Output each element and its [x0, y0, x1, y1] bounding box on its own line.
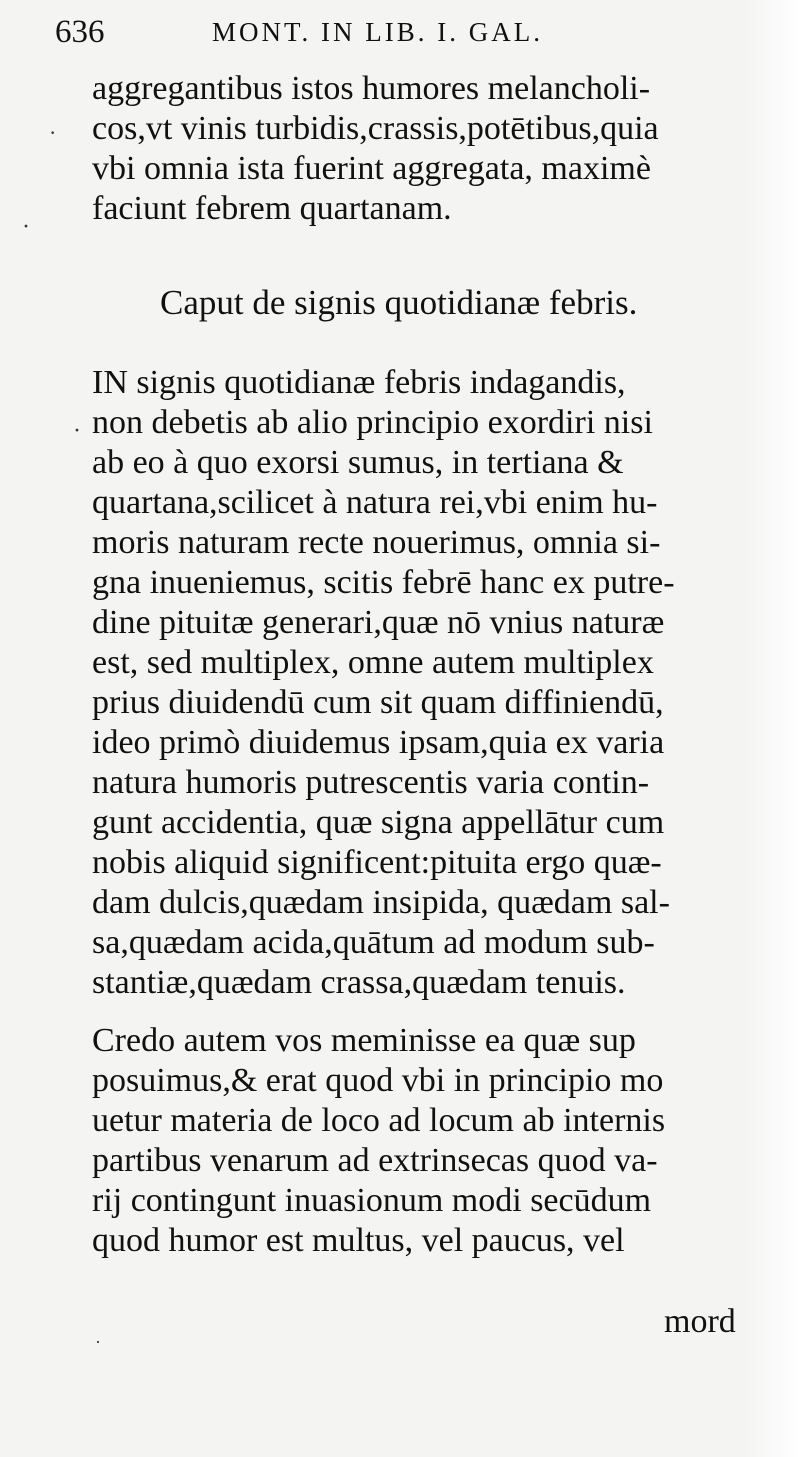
text-line: moris naturam recte nouerimus, omnia si-	[92, 526, 661, 560]
ink-speck: ·	[73, 418, 81, 444]
text-line: aggregantibus istos humores melancholi-	[92, 72, 651, 106]
text-line: nobis aliquid significent:pituita ergo quæ-	[92, 846, 662, 880]
text-line: posuimus,& erat quod vbi in principio mo	[92, 1064, 664, 1098]
page-number: 636	[55, 14, 105, 50]
text-line: dine pituitæ generari,quæ nō vnius naturæ	[92, 606, 665, 640]
text-line: uetur materia de loco ad locum ab internis	[92, 1104, 666, 1138]
ink-speck: ·	[95, 1332, 101, 1352]
text-line: quod humor est multus, vel paucus, vel	[92, 1224, 625, 1258]
text-line: ab eo à quo exorsi sumus, in tertiana &	[92, 446, 624, 480]
text-line: dam dulcis,quædam insipida, quædam sal-	[92, 886, 670, 920]
text-line: partibus venarum ad extrinsecas quod va-	[92, 1144, 658, 1178]
ink-speck: ·	[22, 214, 30, 240]
text-line: ideo primò diuidemus ipsam,quia ex varia	[92, 726, 665, 760]
text-line: natura humoris putrescentis varia contin-	[92, 766, 650, 800]
text-line: vbi omnia ista fuerint aggregata, maximè	[92, 152, 651, 186]
text-line: IN signis quotidianæ febris indagandis,	[92, 366, 626, 400]
text-line: Credo autem vos meminisse ea quæ sup	[92, 1024, 636, 1058]
text-line: non debetis ab alio principio exordiri nisi	[92, 406, 653, 440]
text-line: prius diuidendū cum sit quam diffiniendū,	[92, 686, 664, 720]
text-line: stantiæ,quædam crassa,quædam tenuis.	[92, 966, 626, 1000]
text-line: sa,quædam acida,quātum ad modum sub-	[92, 926, 655, 960]
text-line: est, sed multiplex, omne autem multiplex	[92, 646, 654, 680]
running-head: MONT. IN LIB. I. GAL.	[212, 17, 543, 47]
text-line: quartana,scilicet à natura rei,vbi enim hu-	[92, 486, 658, 520]
ink-speck: ·	[49, 120, 57, 145]
text-line: cos,vt vinis turbidis,crassis,potētibus,quia	[92, 112, 659, 146]
text-line: gunt accidentia, quæ signa appellātur cum	[92, 806, 665, 840]
chapter-heading: Caput de signis quotidianæ febris.	[160, 283, 638, 322]
text-line: gna inueniemus, scitis febrē hanc ex putre-	[92, 566, 675, 600]
text-line: rij contingunt inuasionum modi secūdum	[92, 1184, 652, 1218]
text-line: faciunt febrem quartanam.	[92, 192, 452, 226]
catchword: mord	[664, 1303, 736, 1340]
